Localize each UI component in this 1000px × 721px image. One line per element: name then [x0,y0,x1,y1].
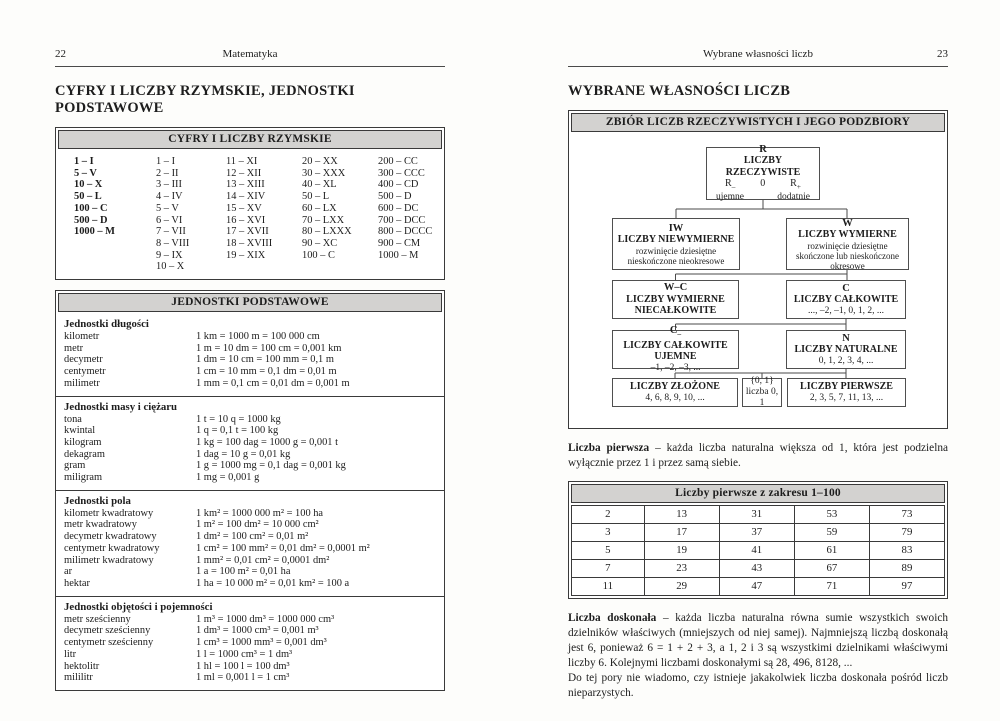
roman-entry: 600 – DC [378,202,419,214]
prime-cell: 11 [572,578,645,596]
roman-entry: 30 – XXX [302,167,346,179]
unit-row [64,449,436,461]
roman-entry: 10 – X [74,179,103,191]
unit-formula: 1 l = 1000 cm³ = 1 dm³ [196,648,293,660]
unit-name: milimetr kwadratowy [64,554,154,566]
unit-row [64,637,436,649]
page-left [55,48,445,691]
perfect-number-definition [568,611,948,671]
roman-entry: 7 – VII [156,226,186,238]
prime-cell: 17 [644,524,719,542]
unit-formula: 1 mm² = 0,01 cm² = 0,0001 dm² [196,554,330,566]
unit-row [64,472,436,484]
unit-formula: 1 dm² = 100 cm² = 0,01 m² [196,531,309,543]
table-header: Liczby pierwsze z zakresu 1–100 [571,484,945,503]
unit-row [64,555,436,567]
unit-formula: 1 cm³ = 1000 mm³ = 0,001 dm³ [196,637,327,649]
roman-entry: 40 – XL [302,179,337,191]
prime-cell: 31 [719,506,794,524]
unit-formula: 1 hl = 100 l = 100 dm³ [196,660,290,672]
prime-cell: 2 [572,506,645,524]
unit-name: kilometr kwadratowy [64,507,154,519]
definition-text: – każda liczba naturalna większa od 1, która jest podzielna wyłącznie przez 1 i przez samą siebie. [568,442,948,469]
node-name: LICZBY NIEWYMIERNE [617,234,735,245]
node-name: LICZBY RZECZYWISTE [725,155,801,178]
unit-row [64,437,436,449]
node-values: ..., –2, –1, 0, 1, 2, ... [808,305,884,316]
unit-name: milimetr [64,377,100,389]
running-head-left [55,48,445,67]
page-number: 22 [55,48,66,60]
unit-row [64,414,436,426]
unit-formula: 1 km = 1000 m = 100 000 cm [196,331,320,343]
unit-name: miligram [64,472,103,484]
prime-cell: 61 [794,542,869,560]
roman-entry: 12 – XII [226,167,262,179]
node-description: rozwinięcie dziesiętne skończone lub nieskończone okresowe [796,240,899,271]
unit-name: mililitr [64,672,93,684]
prime-cell: 79 [869,524,944,542]
roman-table-body [56,151,444,279]
unit-formula: 1 dm³ = 1000 cm³ = 0,001 m³ [196,625,319,637]
unit-formula: 1 kg = 100 dag = 1000 g = 0,001 t [196,436,338,448]
unit-formula: 1 cm = 10 mm = 0,1 dm = 0,01 m [196,366,337,378]
unit-formula: 1 q = 0,1 t = 100 kg [196,425,279,437]
unit-row [64,378,436,390]
prime-cell: 7 [572,560,645,578]
roman-column-11-19 [226,156,302,273]
unit-row [64,331,436,343]
node-composite-numbers [612,378,738,407]
node-rational-numbers [786,218,909,270]
page-title: WYBRANE WŁASNOŚCI LICZB [568,83,791,99]
node-code: W–C [663,282,688,294]
node-natural-numbers [786,330,906,369]
roman-entry: 9 – IX [156,249,183,261]
running-head-right [568,48,948,67]
units-section-mass [56,396,444,490]
unit-row [64,508,436,520]
roman-entry: 60 – LX [302,202,337,214]
roman-entry: 80 – LXXX [302,226,352,238]
prime-cell: 19 [644,542,719,560]
roman-entry: 700 – DCC [378,214,426,226]
unit-name: kwintal [64,425,96,437]
tree-diagram [571,134,945,426]
prime-cell: 73 [869,506,944,524]
unit-formula: 1 mg = 0,001 g [196,472,260,484]
roman-entry: 500 – D [378,191,412,203]
prime-cell: 23 [644,560,719,578]
unit-formula: 1 t = 10 q = 1000 kg [196,413,281,425]
prime-cell: 13 [644,506,719,524]
prime-cell: 67 [794,560,869,578]
primes-grid [571,505,945,596]
node-real-numbers [706,143,820,203]
unit-name: decymetr sześcienny [64,625,151,637]
roman-entry: 5 – V [156,202,179,214]
roman-entry: 16 – XVI [226,214,266,226]
roman-entry: 900 – CM [378,237,421,249]
node-prime-numbers [787,378,906,407]
primes-row [572,542,945,560]
unit-formula: 1 mm = 0,1 cm = 0,01 dm = 0,001 m [196,377,350,389]
unit-name: ar [64,566,73,578]
unit-formula: 1 m = 10 dm = 100 cm = 0,001 km [196,342,342,354]
roman-entry: 6 – VI [156,214,183,226]
primes-row [572,560,945,578]
prime-cell: 3 [572,524,645,542]
roman-entry: 300 – CCC [378,167,425,179]
node-code: IW [668,222,684,234]
table-header: CYFRY I LICZBY RZYMSKIE [58,130,442,149]
node-negative-integers [612,325,739,373]
basic-units-table [55,290,445,691]
definition-text: – każda liczba naturalna równa sumie wszystkich swoich dzielników właściwych (mniejszych od niej samej). Najmniejszą liczbą doskonałą jest 6, ponieważ 6 = 1 + 2 + 3, a 1, 2 i 3 są wszystkimi dzielnikami właściwymi liczby 6. Kolejnymi liczbami doskonałymi są 28, 496, 8128, ... [568,612,948,669]
roman-entry: 2 – II [156,167,179,179]
prime-cell: 5 [572,542,645,560]
unit-rows [64,414,436,484]
prime-cell: 43 [719,560,794,578]
running-head-title: Matematyka [222,48,278,60]
table-header: ZBIÓR LICZB RZECZYWISTYCH I JEGO PODZBIORY [571,113,945,132]
unit-name: metr [64,342,84,354]
unit-rows [64,331,436,390]
unit-row [64,661,436,673]
roman-entry: 19 – XIX [226,249,266,261]
page-number: 23 [937,48,948,60]
roman-entry: 100 – C [302,249,335,261]
unit-name: metr kwadratowy [64,519,137,531]
real-sign-labels: ujemne dodatnie [716,192,810,203]
unit-name: hektar [64,577,90,589]
unit-row [64,566,436,578]
unit-row [64,343,436,355]
unit-formula: 1 m² = 100 dm² = 10 000 cm² [196,519,319,531]
unit-row [64,649,436,661]
page-right [568,48,948,701]
roman-entry: 70 – LXX [302,214,345,226]
unit-row [64,578,436,590]
prime-definition [568,441,948,471]
section-title: Jednostki pola [64,494,131,507]
unit-name: centymetr sześcienny [64,637,154,649]
unit-name: centymetr [64,366,106,378]
primes-table [568,481,948,599]
node-name: LICZBY CAŁKOWITE UJEMNE [623,339,728,363]
unit-row [64,460,436,472]
roman-entry: 5 – V [74,167,97,179]
definition-lead: Liczba pierwsza [568,442,650,454]
perfect-number-note: Do tej pory nie wiadomo, czy istnieje jakakolwiek liczba doskonała pośród liczb nieparzystych. [568,672,948,699]
roman-entry: 17 – XVII [226,226,269,238]
node-code: N [842,332,850,344]
table-header: JEDNOSTKI PODSTAWOWE [58,293,442,312]
unit-formula: 1 ha = 10 000 m² = 0,01 km² = 100 a [196,577,350,589]
running-head-title: Wybrane własności liczb [703,48,813,60]
unit-formula: 1 a = 100 m² = 0,01 ha [196,566,291,578]
prime-cell: 29 [644,578,719,596]
unit-formula: 1 m³ = 1000 dm³ = 1000 000 cm³ [196,613,335,625]
prime-cell: 47 [719,578,794,596]
node-name: LICZBY PIERWSZE [800,381,893,393]
unit-rows [64,508,436,590]
unit-rows [64,614,436,684]
roman-entry: 50 – L [74,191,102,203]
node-name: LICZBY NATURALNE [794,344,898,355]
roman-entry: 11 – XI [226,156,258,167]
node-code: C [842,282,850,294]
roman-entry: 13 – XIII [226,179,265,191]
node-values: 0, 1, 2, 3, 4, ... [818,355,874,366]
section-title: Jednostki długości [64,318,149,331]
roman-column-basic [74,156,156,273]
node-values: liczba 0, 1 [745,387,779,409]
unit-row [64,625,436,637]
node-values: 4, 6, 8, 9, 10, ... [645,392,705,403]
roman-entry: 1 – I [74,156,94,167]
unit-formula: 1 cm² = 100 mm² = 0,01 dm² = 0,0001 m² [196,542,370,554]
roman-column-1-10 [156,156,226,273]
unit-formula: 1 dag = 10 g = 0,01 kg [196,448,291,460]
prime-cell: 97 [869,578,944,596]
roman-entry: 18 – XVIII [226,237,273,249]
roman-entry: 3 – III [156,179,182,191]
unit-row [64,519,436,531]
roman-entry: 50 – L [302,191,330,203]
unit-row [64,672,436,684]
roman-entry: 500 – D [74,214,108,226]
unit-name: kilogram [64,436,102,448]
unit-name: decymetr kwadratowy [64,531,157,543]
section-title: Jednostki masy i ciężaru [64,400,178,413]
roman-numerals-table [55,127,445,280]
node-integers [786,280,906,319]
units-section-area [56,490,444,596]
node-zero-one [742,375,782,409]
node-name: LICZBY ZŁOŻONE [630,381,720,393]
node-name: LICZBY WYMIERNE NIECAŁKOWITE [626,293,725,317]
primes-row [572,578,945,596]
prime-cell: 37 [719,524,794,542]
roman-entry: 20 – XX [302,156,338,167]
roman-entry: 100 – C [74,202,108,214]
primes-row [572,506,945,524]
prime-cell: 83 [869,542,944,560]
page-title: CYFRY I LICZBY RZYMSKIE, JEDNOSTKI PODSTAWOWE [55,83,355,116]
prime-cell: 41 [719,542,794,560]
roman-entry: 90 – XC [302,237,338,249]
roman-entry: 14 – XIV [226,191,266,203]
units-section-length [56,314,444,396]
unit-name: centymetr kwadratowy [64,542,160,554]
prime-cell: 53 [794,506,869,524]
primes-row [572,524,945,542]
unit-name: decymetr [64,354,103,366]
roman-entry: 800 – DCCC [378,226,433,238]
unit-row [64,425,436,437]
unit-formula: 1 g = 1000 mg = 0,1 dag = 0,001 kg [196,460,346,472]
definition-lead: Liczba doskonała [568,612,657,624]
unit-row [64,614,436,626]
node-noninteger-rationals [612,280,739,319]
roman-entry: 1 – I [156,156,176,167]
node-name: LICZBY CAŁKOWITE [793,294,899,305]
unit-name: hektolitr [64,660,100,672]
unit-name: tona [64,413,82,425]
real-sign-row: $R_-$ 0 $R_+$ [725,178,801,192]
roman-entry: 1000 – M [74,226,115,238]
roman-entry: 400 – CD [378,179,419,191]
unit-row [64,366,436,378]
unit-name: metr sześcienny [64,613,131,625]
roman-column-20-100 [302,156,378,273]
roman-entry: 1000 – M [378,249,419,261]
section-title: Jednostki objętości i pojemności [64,600,213,613]
number-sets-diagram [568,110,948,429]
node-name: {0, 1} [750,375,774,386]
roman-entry: 200 – CC [378,156,418,167]
node-values: 2, 3, 5, 7, 11, 13, ... [809,392,884,403]
node-code: W [842,217,853,229]
prime-cell: 71 [794,578,869,596]
unit-name: gram [64,460,86,472]
node-code: R [759,143,767,155]
units-section-volume [56,596,444,690]
unit-row [64,354,436,366]
node-code: $C_-$ [669,325,682,339]
unit-row [64,531,436,543]
unit-row [64,543,436,555]
node-irrational-numbers [612,218,740,270]
unit-name: dekagram [64,448,105,460]
prime-cell: 89 [869,560,944,578]
roman-entry: 4 – IV [156,191,183,203]
roman-entry: 8 – VIII [156,237,190,249]
roman-column-200-1000 [378,156,444,273]
node-values: –1, –2, –3, ... [650,362,701,373]
node-name: LICZBY WYMIERNE [798,229,897,240]
node-description: rozwinięcie dziesiętne nieskończone nieokresowe [627,245,725,266]
prime-cell: 59 [794,524,869,542]
unit-name: kilometr [64,331,100,343]
roman-entry: 15 – XV [226,202,262,214]
unit-formula: 1 km² = 1000 000 m² = 100 ha [196,507,324,519]
roman-entry: 10 – X [156,261,185,273]
unit-formula: 1 ml = 0,001 l = 1 cm³ [196,672,290,684]
unit-name: litr [64,648,77,660]
unit-formula: 1 dm = 10 cm = 100 mm = 0,1 m [196,354,334,366]
